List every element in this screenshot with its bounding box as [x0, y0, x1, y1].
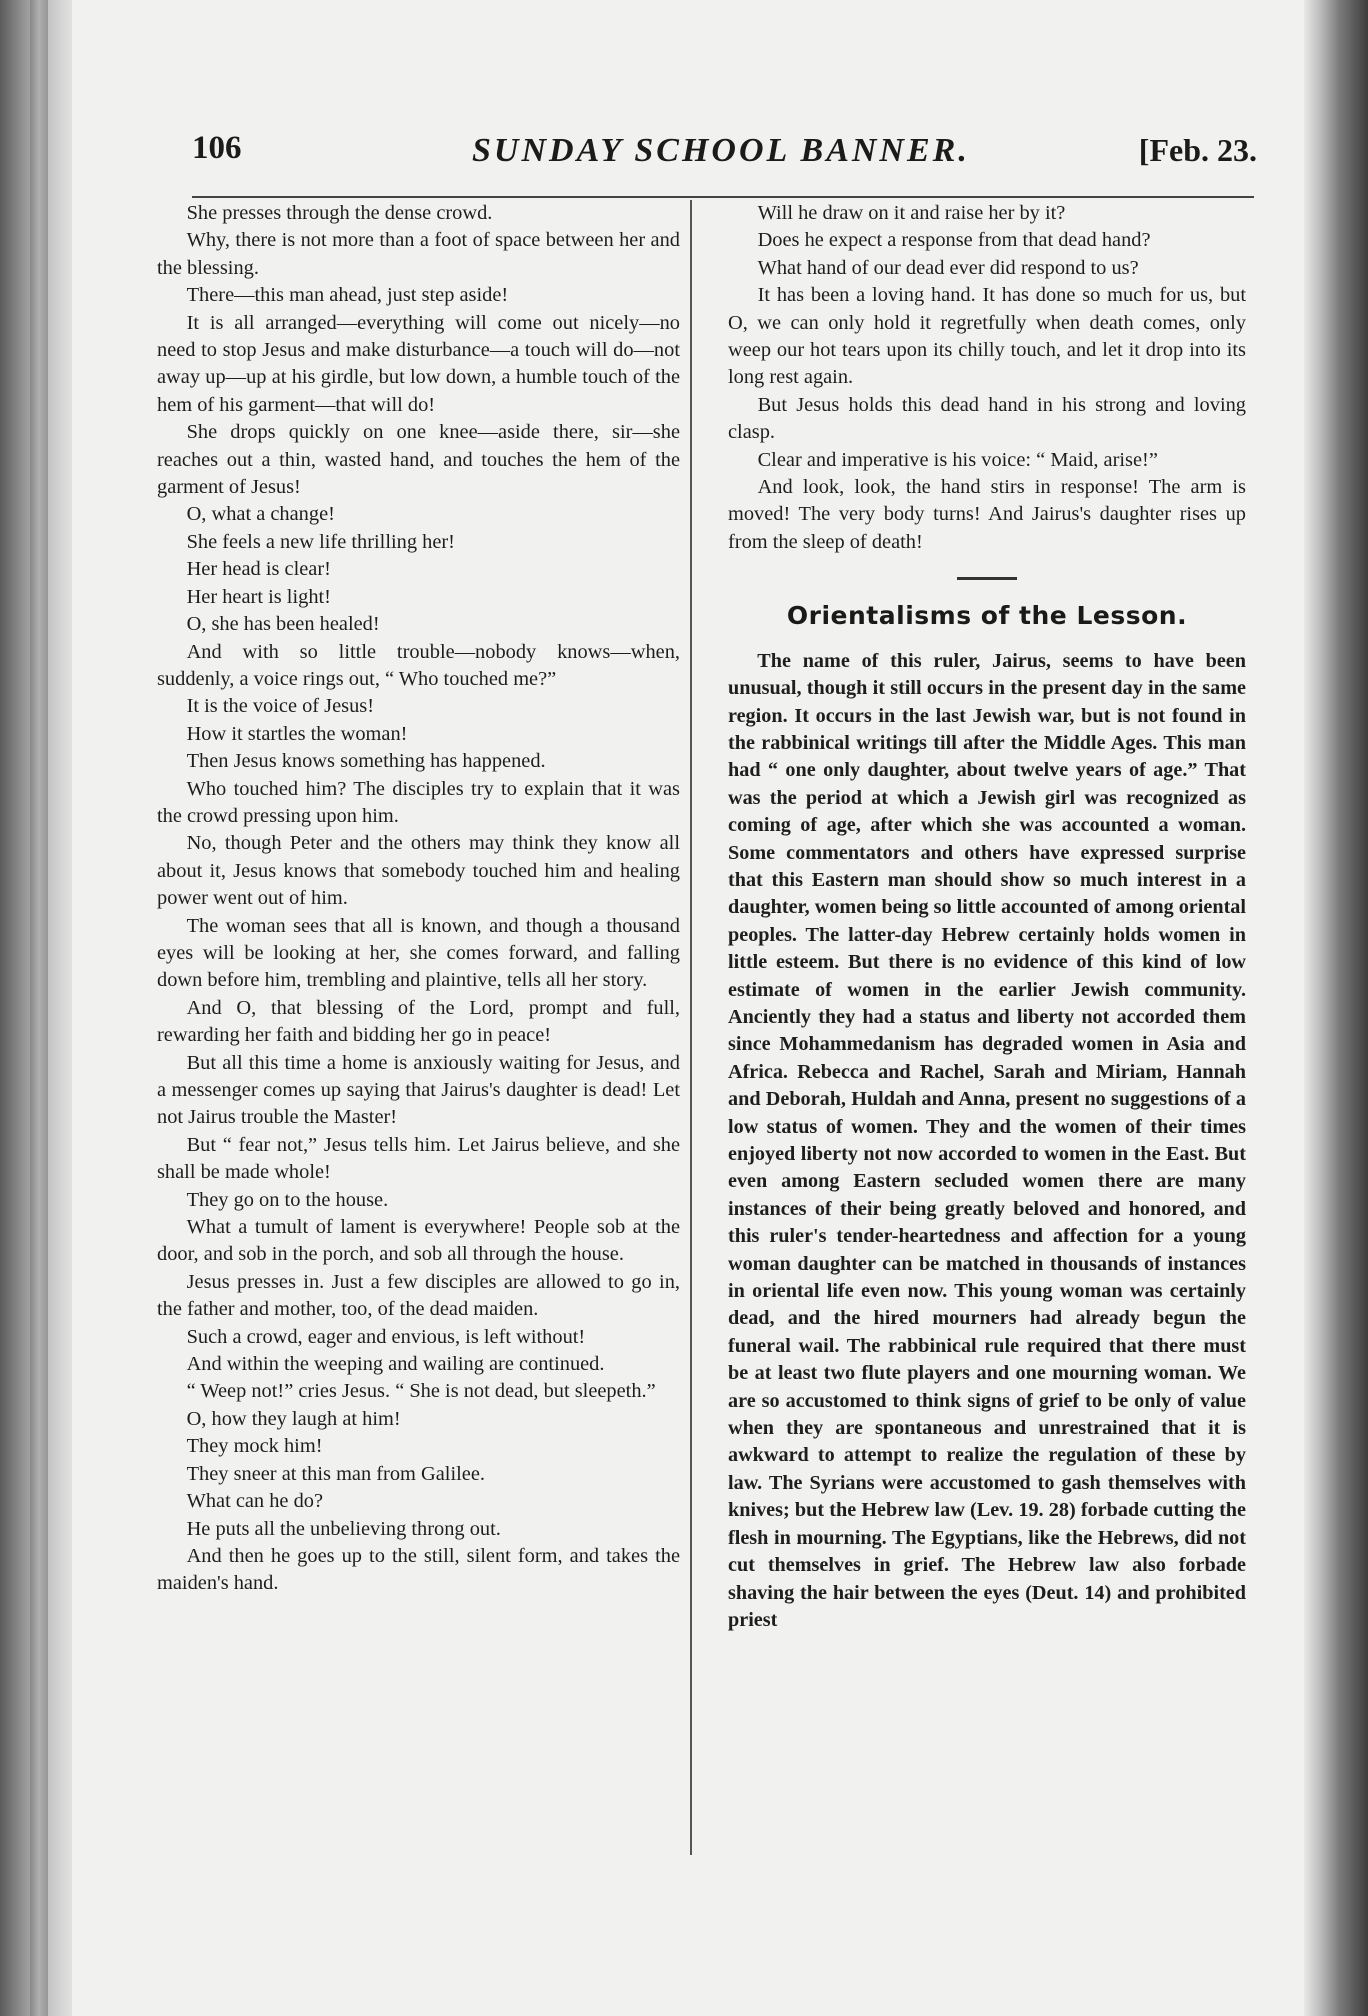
paragraph: And look, look, the hand stirs in response! The arm is moved! The very body turns! And Jairus's daughter rises up from the sleep of death! [728, 476, 1246, 553]
paragraph: But “ fear not,” Jesus tells him. Let Jairus believe, and she shall be made whole! [157, 1133, 680, 1184]
header-rule [192, 196, 1254, 198]
paragraph: Such a crowd, eager and envious, is left without! [186, 1325, 586, 1348]
paragraph: Jesus presses in. Just a few disciples are allowed to go in, the father and mother, too, of the dead maiden. [157, 1270, 680, 1321]
column-divider [690, 200, 692, 1855]
paragraph: No, though Peter and the others may think they know all about it, Jesus knows that somebody touched him and healing power went out of him. [157, 832, 680, 910]
book-edge-right [1304, 0, 1368, 2016]
paragraph: Why, there is not more than a foot of space between her and the blessing. [157, 229, 680, 279]
paragraph: It is all arranged—everything will come out nicely—no need to stop Jesus and make disturbance—a touch will do—not away up—up at his girdle, but low down, a humble touch of the hem of his garment—that will do! [157, 311, 680, 416]
paragraph: But Jesus holds this dead hand in his strong and loving clasp. [728, 393, 1246, 444]
paragraph: O, she has been healed! [186, 613, 380, 636]
paragraph: O, what a change! [186, 503, 335, 526]
right-column [728, 200, 1246, 1634]
paragraph: He puts all the unbelieving throng out. [186, 1517, 501, 1540]
paragraph: And then he goes up to the still, silent form, and takes the maiden's hand. [157, 1544, 680, 1595]
paragraph: O, how they laugh at him! [186, 1407, 401, 1430]
paragraph: “ Weep not!” cries Jesus. “ She is not dead, but sleepeth.” [186, 1380, 656, 1403]
paragraph: And O, that blessing of the Lord, prompt and full, rewarding her faith and bidding her go in peace! [157, 996, 680, 1047]
paragraph: What a tumult of lament is everywhere! People sob at the door, and sob in the porch, and sob all through the house. [157, 1216, 680, 1266]
paragraph: She feels a new life thrilling her! [186, 530, 455, 553]
paragraph: It is the voice of Jesus! [186, 695, 375, 718]
paragraph: They mock him! [186, 1435, 323, 1458]
book-gutter [30, 0, 48, 2016]
paragraph: She presses through the dense crowd. [186, 202, 493, 224]
paragraph: Then Jesus knows something has happened. [186, 750, 546, 773]
left-column [157, 200, 680, 1598]
paragraph: Clear and imperative is his voice: “ Maid, arise!” [757, 448, 1158, 471]
paragraph: What can he do? [186, 1490, 324, 1513]
page-number: 106 [192, 130, 242, 166]
paragraph: How it startles the woman! [186, 722, 408, 745]
issue-date: [Feb. 23. [1138, 132, 1257, 168]
section-title: Orientalisms of the Lesson. [786, 601, 1188, 631]
section-body: The name of this ruler, Jairus, seems to have been unusual, though it still occurs in the present day in the same region. It occurs in the last Jewish war, but is not found in the rabbinical writings till after the Middle Ages. This man had “ one only daughter, about twelve years of age.” That was the period at which a Jewish girl was recognized as coming of age, after which she was accounted a woman. Some commentators and others have expressed surprise that this Eastern man should show so much interest in a daughter, women being so little accounted of among oriental peoples. The latter-day Hebrew certainly holds women in little esteem. But there is no evidence of this kind of low estimate of women in the earlier Jewish community. Anciently they had a status and liberty not accorded them since Mohammedanism has degraded women in Asia and Africa. Rebecca and Rachel, Sarah and Miriam, Hannah and Deborah, Huldah and Anna, present no suggestions of a low status of women. They and the women of their times enjoyed liberty not now accorded to women in the East. But even among Eastern secluded women there are many instances of their being greatly beloved and honored, and this ruler's tender-heartedness and affection for a young woman daughter can be matched in thousands of instances in oriental life even now. This young woman was certainly dead, and the hired mourners had already begun the funeral wail. The rabbinical rule required that there must be at least two flute players and one mourning woman. We are so accustomed to think signs of grief to be only of value when they are spontaneous and unrestrained that it is awkward to attempt to realize the regulation of these by law. The Syrians were accustomed to gash themselves with knives; but the Hebrew law (Lev. 19. 28) forbade cutting the flesh in mourning. The Egyptians, like the Hebrews, did not cut themselves in grief. The Hebrew law also forbade shaving the hair between the eyes (Deut. 14) and prohibited priest [728, 649, 1246, 1631]
paragraph: And within the weeping and wailing are continued. [186, 1353, 605, 1376]
paragraph: There—this man ahead, just step aside! [186, 284, 509, 307]
paragraph: She drops quickly on one knee—aside there, sir—she reaches out a thin, wasted hand, and touches the hem of the garment of Jesus! [157, 421, 680, 499]
paragraph: What hand of our dead ever did respond to us? [757, 256, 1139, 279]
section-separator [957, 577, 1017, 580]
paragraph: It has been a loving hand. It has done so much for us, but O, we can only hold it regretfully when death comes, only weep our hot tears upon its chilly touch, and let it drop into its long rest again. [728, 284, 1246, 389]
paragraph: They sneer at this man from Galilee. [186, 1462, 485, 1485]
paragraph: Does he expect a response from that dead hand? [757, 229, 1151, 252]
paragraph: Who touched him? The disciples try to explain that it was the crowd pressing upon him. [157, 777, 680, 827]
section-article [728, 648, 1246, 1635]
page-header [192, 130, 1257, 190]
paragraph: Her head is clear! [186, 558, 331, 581]
paragraph: Will he draw on it and raise her by it? [757, 202, 1066, 224]
running-title: SUNDAY SCHOOL BANNER. [472, 132, 970, 169]
paragraph: The woman sees that all is known, and though a thousand eyes will be looking at her, she comes forward, and falling down before him, trembling and plaintive, tells all her story. [157, 914, 680, 992]
paragraph: But all this time a home is anxiously waiting for Jesus, and a messenger comes up saying that Jairus's daughter is dead! Let not Jairus trouble the Master! [157, 1051, 680, 1129]
paragraph: And with so little trouble—nobody knows—when, suddenly, a voice rings out, “ Who touched me?” [157, 640, 680, 690]
paragraph: Her heart is light! [186, 585, 331, 608]
paragraph: They go on to the house. [186, 1188, 389, 1211]
